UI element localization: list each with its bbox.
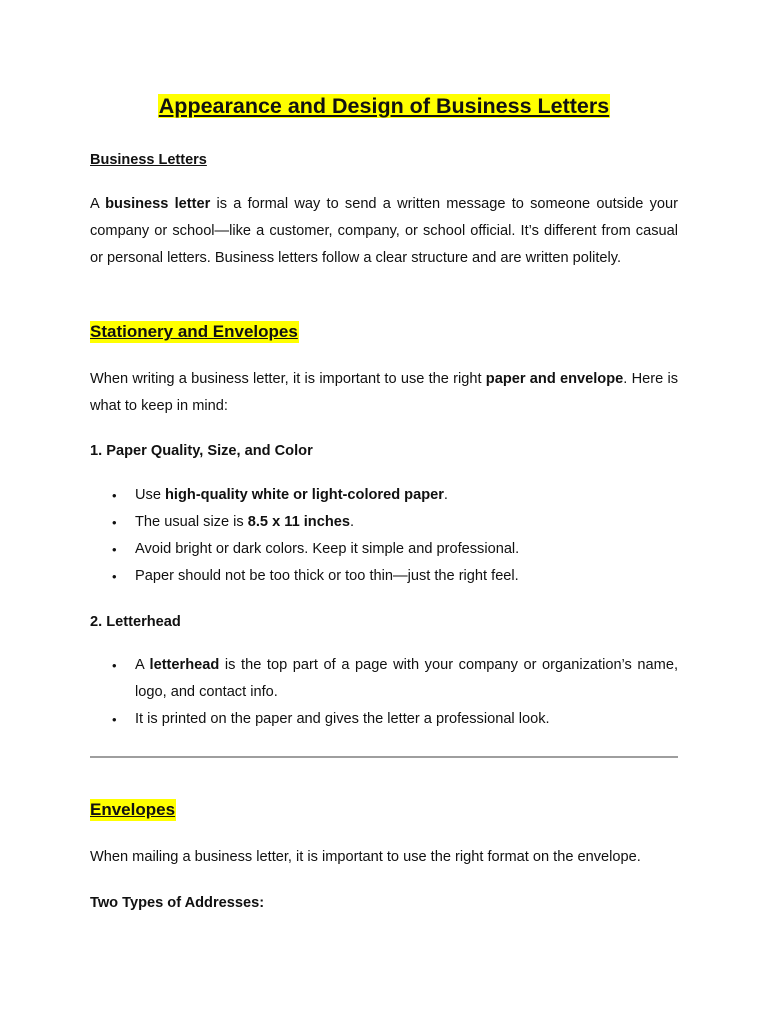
bold-term: high-quality white or light-colored paper [165,487,444,503]
bullet-icon: • [112,569,117,584]
text-run: When writing a business letter, it is important to use the right [90,371,486,387]
bold-term: business letter [105,196,211,212]
text-run: Paper should not be too thick or too thin—just the right feel. [135,568,519,584]
text-run: Use [135,487,166,503]
business-letters-paragraph [90,191,678,272]
stationery-heading: Stationery and Envelopes [90,322,298,341]
envelopes-heading: Envelopes [90,800,176,819]
bullet-icon: • [112,542,117,557]
text-run: is the top part of a page with your company or organization’s name, logo, and contact info. [135,657,678,700]
address-types-heading: Two Types of Addresses: [90,895,265,911]
text-run: . [443,487,448,503]
text-run: A [90,196,106,212]
list-item [90,509,678,536]
stationery-intro [90,366,678,420]
bullet-icon: • [112,488,117,503]
bold-term: paper and envelope [485,371,624,387]
text-run: The usual size is [135,514,248,530]
bold-term: 8.5 x 11 inches [247,514,350,530]
bullet-icon: • [112,712,117,727]
section-divider [90,756,678,758]
list-item [90,652,678,706]
text-run: A [135,657,150,673]
bullet-icon: • [112,515,117,530]
title-container [0,92,768,120]
text-run: . Here is what to keep in mind: [90,371,678,414]
list-item [90,706,678,733]
list-item [90,482,678,509]
document-title: Appearance and Design of Business Letters [158,94,610,118]
bold-term: letterhead [149,657,220,673]
text-run: . [349,514,355,530]
list-item [90,536,678,563]
letterhead-list [90,652,678,733]
list-item [90,563,678,590]
envelopes-intro: When mailing a business letter, it is important to use the right format on the envelope. [90,849,641,865]
letterhead-heading: 2. Letterhead [90,614,181,630]
paper-quality-list [90,482,678,590]
paper-quality-heading: 1. Paper Quality, Size, and Color [90,443,313,459]
bullet-icon: • [112,658,117,673]
text-run: It is printed on the paper and gives the letter a professional look. [135,711,550,727]
text-run: is a formal way to send a written message to someone outside your company or school—like a customer, company, or school official. It’s different from casual or personal letters. Business letters follow a clear structure and are written politely. [90,196,678,266]
text-run: Avoid bright or dark colors. Keep it simple and professional. [135,541,520,557]
business-letters-heading: Business Letters [90,152,207,168]
